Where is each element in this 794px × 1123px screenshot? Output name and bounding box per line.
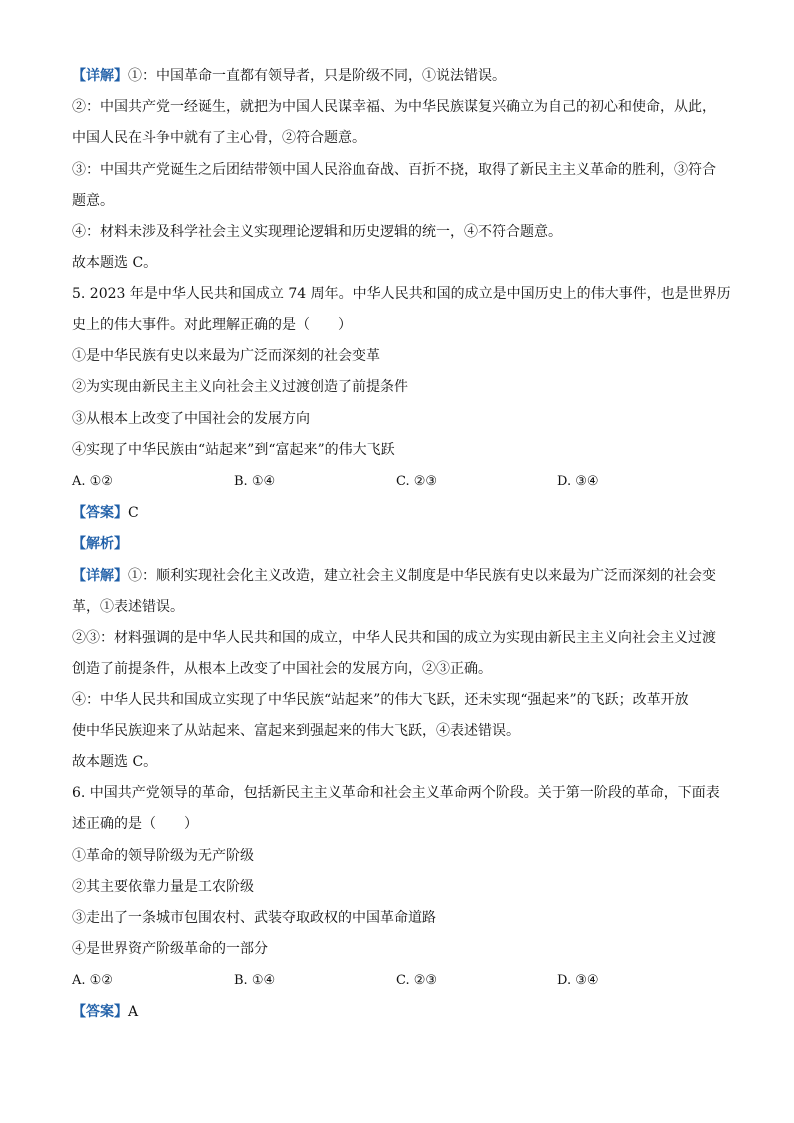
q5-option-a: A. ①② [72,474,113,489]
q6-answer-line [72,1002,722,1022]
q5-detail-line-1 [72,566,722,586]
q5-option-b: B. ①④ [234,474,276,489]
q6-statement-4: ④是世界资产阶级革命的一部分 [72,941,268,957]
q6-statement-3: ③走出了一条城市包围农村、武装夺取政权的中国革命道路 [72,910,436,926]
q5-stem-line-2: 史上的伟大事件。对此理解正确的是（ ） [72,317,352,333]
q5-analysis-line [72,534,722,554]
answer-value: C [128,505,139,521]
q4-detail-line: ②：中国共产党一经诞生，就把为中国人民谋幸福、为中华民族谋复兴确立为自己的初心和使命，从此， [72,99,716,115]
answer-tag: 【答案】 [72,1004,128,1020]
q5-statement-3: ③从根本上改变了中国社会的发展方向 [72,411,310,427]
q6-option-c: C. ②③ [396,973,438,988]
q5-option-c: C. ②③ [396,474,438,489]
q5-detail-line: 使中华民族迎来了从站起来、富起来到强起来的伟大飞跃，④表述错误。 [72,723,520,739]
q6-option-a: A. ①② [72,973,113,988]
q4-detail-line-1 [72,66,722,86]
q5-detail-line: 创造了前提条件，从根本上改变了中国社会的发展方向，②③正确。 [72,661,492,677]
q5-option-d: D. ③④ [557,474,599,489]
q6-statement-2: ②其主要依靠力量是工农阶级 [72,879,254,895]
q6-option-b: B. ①④ [234,973,276,988]
q4-detail-line: ③：中国共产党诞生之后团结带领中国人民浴血奋战、百折不挠，取得了新民主主义革命的胜利，③符合 [72,162,716,178]
q5-statement-1: ①是中华民族有史以来最为广泛而深刻的社会变革 [72,348,380,364]
q4-detail-line: 中国人民在斗争中就有了主心骨，②符合题意。 [72,130,366,146]
detail-tag: 【详解】 [72,568,128,584]
q5-detail-line: 革，①表述错误。 [72,599,184,615]
q6-option-d: D. ③④ [557,973,599,988]
analysis-tag: 【解析】 [72,536,128,552]
detail-tag: 【详解】 [72,68,128,84]
detail-text: ①：顺利实现社会化主义改造，建立社会主义制度是中华民族有史以来最为广泛而深刻的社会变 [128,568,716,584]
q4-detail-line: 题意。 [72,193,114,209]
detail-text: ①：中国革命一直都有领导者，只是阶级不同，①说法错误。 [128,68,506,84]
q4-conclusion: 故本题选 C。 [72,255,158,271]
q5-stem-line-1: 5. 2023 年是中华人民共和国成立 74 周年。中华人民共和国的成立是中国历史上的伟大事件，也是世界历 [72,286,731,302]
q6-statement-1: ①革命的领导阶级为无产阶级 [72,848,254,864]
q6-stem-line-2: 述正确的是（ ） [72,816,198,832]
q5-statement-2: ②为实现由新民主主义向社会主义过渡创造了前提条件 [72,379,408,395]
q4-detail-line: ④：材料未涉及科学社会主义实现理论逻辑和历史逻辑的统一，④不符合题意。 [72,224,562,240]
answer-value: A [128,1004,139,1020]
q5-answer-line [72,503,722,523]
q6-stem-line-1: 6. 中国共产党领导的革命，包括新民主主义革命和社会主义革命两个阶段。关于第一阶段的革命，下面表 [72,785,720,801]
q5-detail-line: ②③：材料强调的是中华人民共和国的成立，中华人民共和国的成立为实现由新民主主义向社会主义过渡 [72,630,716,646]
q5-statement-4: ④实现了中华民族由“站起来”到“富起来”的伟大飞跃 [72,442,395,458]
q5-conclusion: 故本题选 C。 [72,754,158,770]
answer-tag: 【答案】 [72,505,128,521]
q5-detail-line: ④：中华人民共和国成立实现了中华民族“站起来”的伟大飞跃，还未实现“强起来”的飞跃；改革开放 [72,692,689,708]
